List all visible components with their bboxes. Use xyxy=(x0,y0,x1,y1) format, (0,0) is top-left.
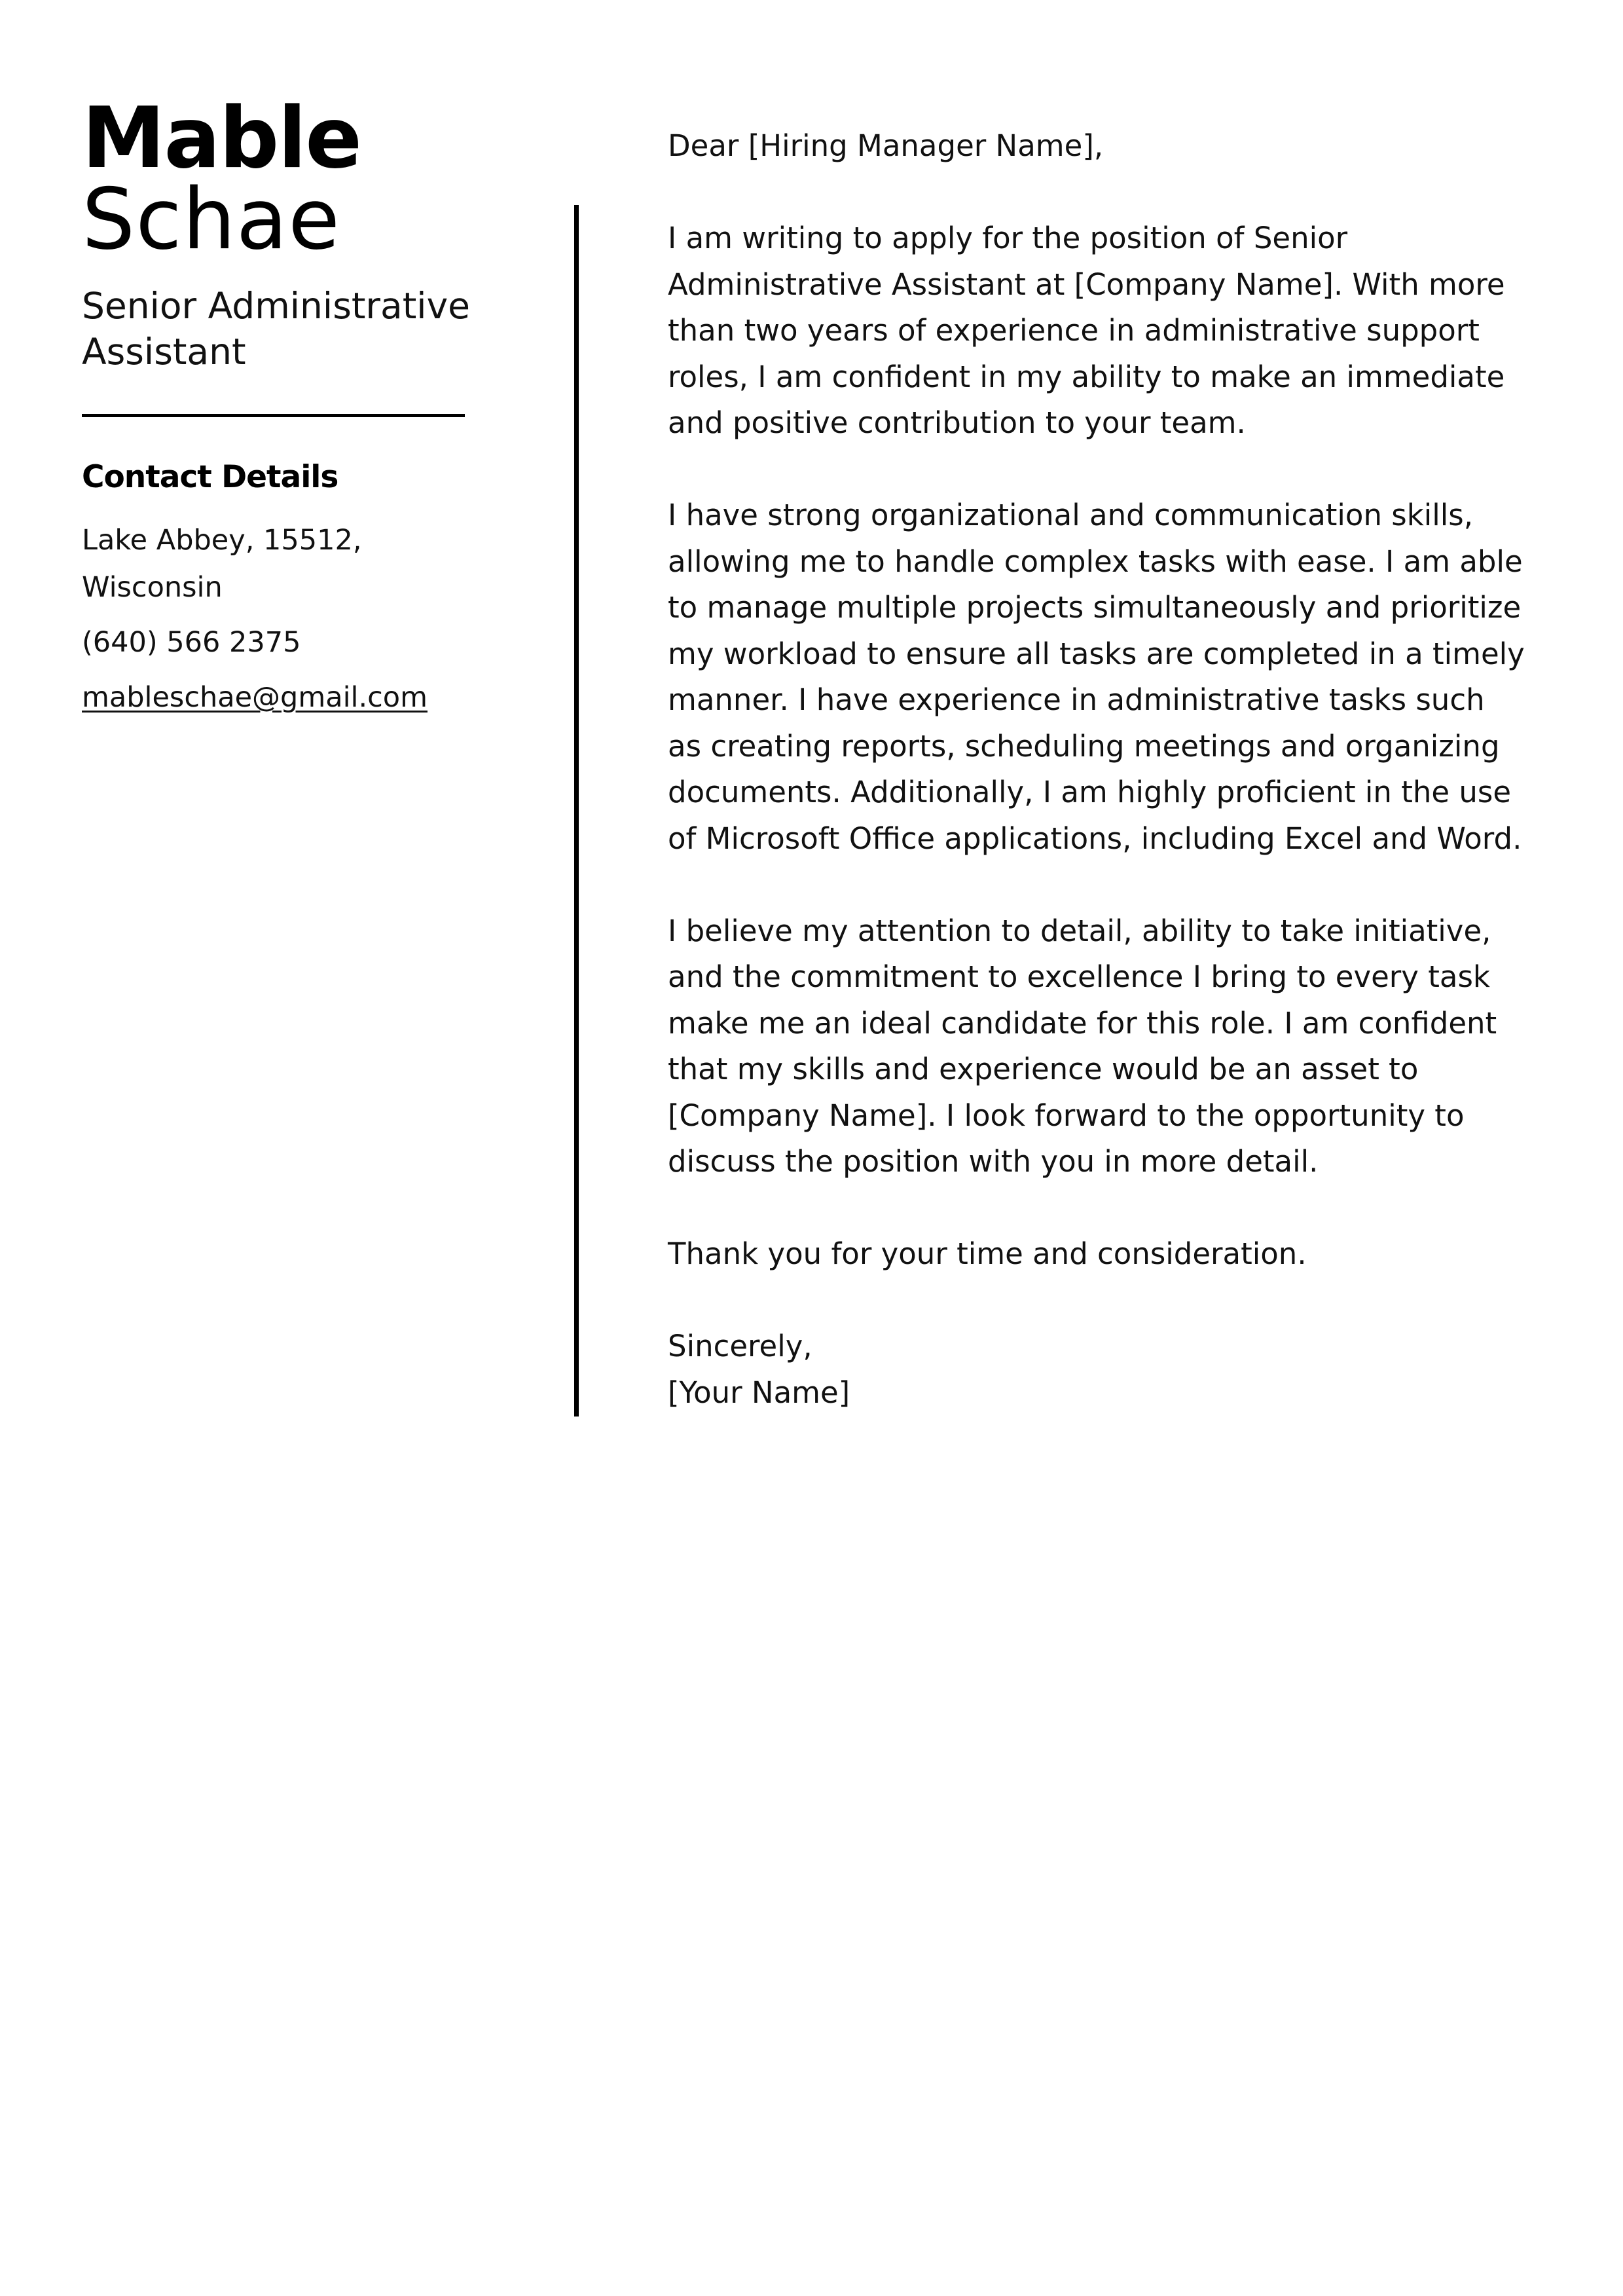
column-divider xyxy=(574,205,579,1416)
contact-heading: Contact Details xyxy=(82,459,338,495)
letter-body xyxy=(668,123,1525,1416)
letter-paragraph: I am writing to apply for the position of Senior Administrative Assistant at [Company Name]. With more than two years of experience in administrative support roles, I am confident in my ability to make an immediate and positive contribution to your team. xyxy=(668,221,1505,440)
letter-paragraph: I have strong organizational and communication skills, allowing me to handle complex tasks with ease. I am able to manage multiple projects simultaneously and prioritize my workload to ensure all tasks are completed in a timely manner. I have experience in administrative tasks such as creating reports, scheduling meetings and organizing documents. Additionally, I am highly proficient in the use of Microsoft Office applications, including Excel and Word. xyxy=(668,498,1525,856)
sidebar xyxy=(82,90,475,721)
contact-phone: (640) 566 2375 xyxy=(82,626,301,659)
letter-paragraph: I believe my attention to detail, ability to take initiative, and the commitment to excellence I bring to every task make me an ideal candidate for this role. I am confident that my skills and experience would be an asset to [Company Name]. I look forward to the opportunity to discuss the position with you in more detail. xyxy=(668,913,1497,1179)
signature: [Your Name] xyxy=(668,1375,850,1410)
closing: Sincerely, xyxy=(668,1329,812,1363)
job-title: Senior Administrative Assistant xyxy=(82,285,470,373)
last-name: Schae xyxy=(82,171,340,268)
sidebar-divider xyxy=(82,414,465,417)
first-name: Mable xyxy=(82,90,361,187)
salutation: Dear [Hiring Manager Name], xyxy=(668,128,1104,163)
contact-email-link[interactable]: mableschae@gmail.com xyxy=(82,681,428,714)
contact-address: Lake Abbey, 15512, Wisconsin xyxy=(82,524,362,604)
letter-paragraph: Thank you for your time and consideration. xyxy=(668,1236,1307,1271)
